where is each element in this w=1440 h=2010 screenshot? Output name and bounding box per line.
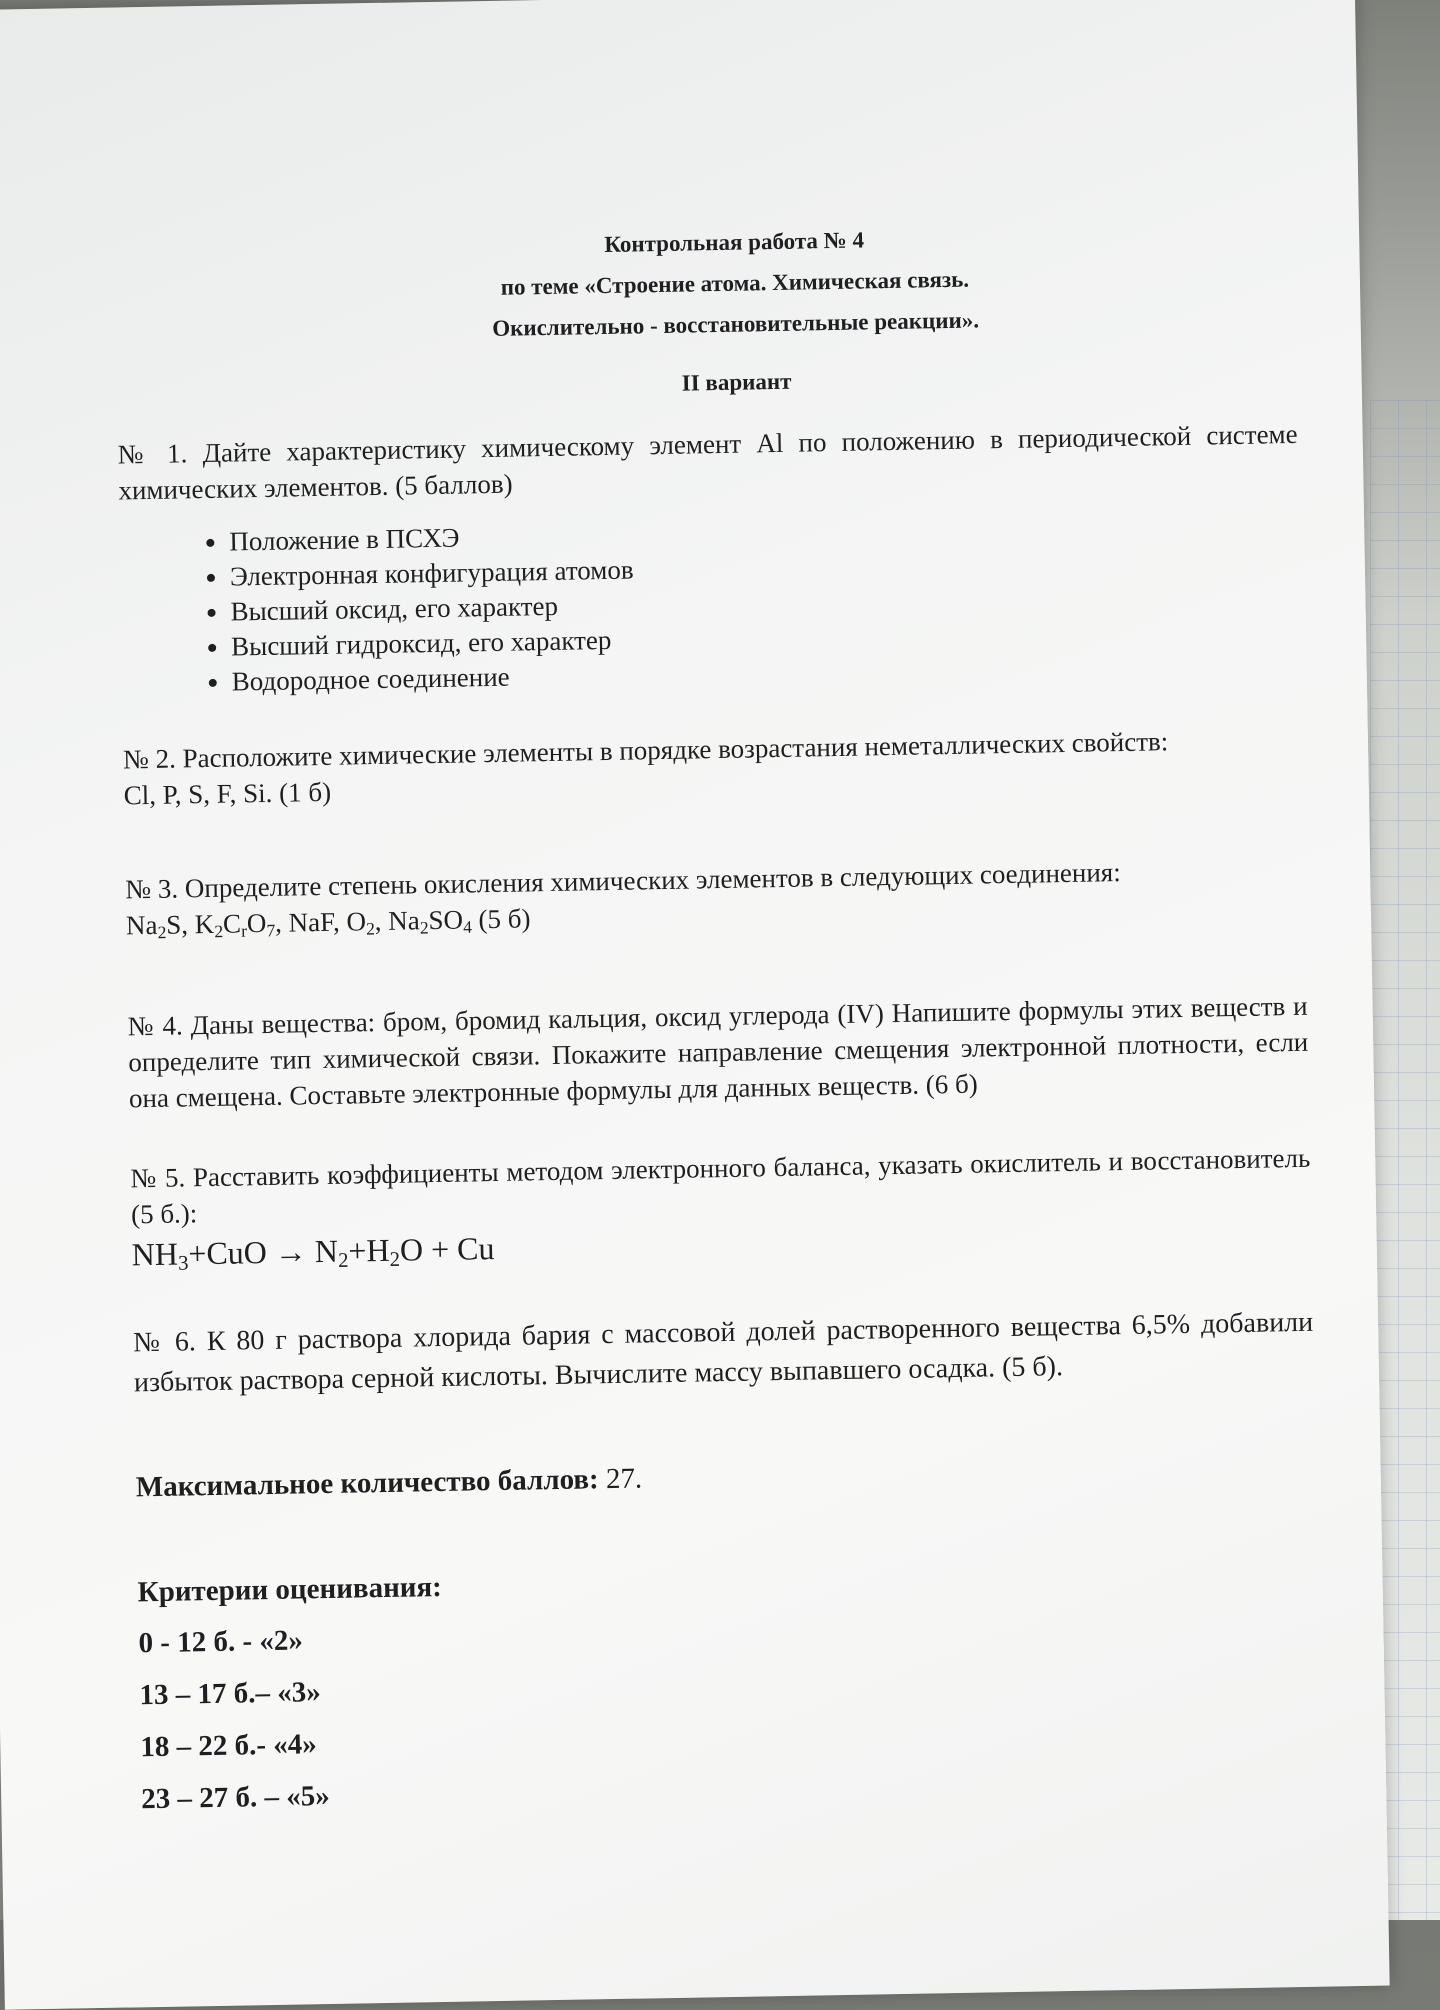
criteria-row: 18 – 22 б.- «4» [140, 1727, 318, 1763]
header-topic-line2: Окислительно - восстановительные реакции». [491, 307, 980, 341]
max-score-value: 27. [598, 1462, 643, 1495]
header-topic-line1: по теме «Строение атома. Химическая связь. [500, 266, 970, 300]
criteria-row: 13 – 17 б.– «3» [139, 1675, 321, 1711]
equation-subscript: 3 [177, 1251, 189, 1276]
bullet-item: • Высший гидроксид, его характер [231, 611, 1301, 665]
task-1 [117, 416, 1301, 702]
formula-subscript: r [240, 920, 248, 941]
bullet-item: • Положение в ПСХЭ [229, 506, 1299, 560]
bullet-item: • Высший оксид, его характер [230, 576, 1300, 630]
formula-part: O [246, 907, 267, 939]
formula-subscript: 2 [419, 917, 429, 938]
task-1-text: № 1. Дайте характеристику химическому элемент Al по положению в периодической системе химических элементов. (5 баллов) [117, 418, 1298, 506]
task-6-text: № 6. К 80 г раствора хлорида бария с массовой долей растворенного вещества 6,5% добавили избыток раствора серной кислоты. Вычислите массу выпавшего осадка. (5 б). [133, 1306, 1314, 1398]
task-4 [127, 988, 1309, 1117]
formula-subscript: 2 [365, 918, 376, 939]
task-5-text: № 5. Расставить коэффициенты методом электронного баланса, указать окислитель и восстановитель (5 б.): [130, 1143, 1311, 1230]
formula-part: Na [125, 909, 158, 941]
formula-part: C [222, 908, 242, 939]
formula-subscript: 2 [157, 922, 167, 943]
equation-part: O + Cu [399, 1230, 495, 1269]
equation-part: +CuO → N [188, 1233, 339, 1272]
task-3-text: № 3. Определите степень окисления химических элементов в следующих соединения: [125, 857, 1121, 905]
task-3 [125, 851, 1306, 951]
worksheet-content [114, 212, 1322, 1825]
task-2-text: № 2. Расположите химические элементы в порядке возрастания неметаллических свойств: [122, 726, 1169, 775]
formula-part: SO [428, 904, 464, 936]
equation-subscript: 2 [389, 1248, 401, 1272]
equation-part: +H [348, 1232, 390, 1269]
formula-part: (5 б) [471, 903, 531, 935]
criteria-row: 23 – 27 б. – «5» [140, 1779, 330, 1815]
bullet-item: • Водородное соединение [231, 646, 1301, 700]
bullet-item: • Электронная конфигурация атомов [230, 541, 1300, 595]
task-1-bullet-list [119, 506, 1302, 702]
max-score [136, 1450, 1316, 1504]
formula-part: S, K [165, 908, 215, 940]
formula-part: , Na [374, 905, 420, 937]
equation-subscript: 2 [337, 1249, 349, 1273]
formula-subscript: 7 [266, 920, 276, 941]
formula-subscript: 2 [214, 921, 224, 942]
criteria-title: Критерии оценивания: [137, 1570, 443, 1608]
criteria-list [138, 1596, 1321, 1825]
header-title: Контрольная работа № 4 [604, 227, 865, 257]
equation-part: NH [131, 1235, 179, 1273]
max-score-label: Максимальное количество баллов: [135, 1462, 599, 1503]
task-5 [130, 1140, 1312, 1283]
variant-label: II вариант [681, 368, 792, 396]
worksheet-header [174, 212, 1296, 355]
task-6 [133, 1302, 1314, 1403]
formula-part: , NaF, O [274, 906, 367, 938]
task-2 [123, 721, 1304, 814]
formula-subscript: 4 [462, 916, 473, 937]
criteria-row: 0 - 12 б. - «2» [138, 1624, 304, 1659]
task-4-text: № 4. Даны вещества: бром, бромид кальция, оксид углерода (IV) Напишите формулы этих веществ и определите тип химической связи. Покажите направление смещения электронной плотности, если она смещена. Составьте электронные формулы для данных веществ. (6 б) [127, 991, 1309, 1114]
task-2-elements: Cl, P, S, F, Si. (1 б) [123, 776, 332, 811]
